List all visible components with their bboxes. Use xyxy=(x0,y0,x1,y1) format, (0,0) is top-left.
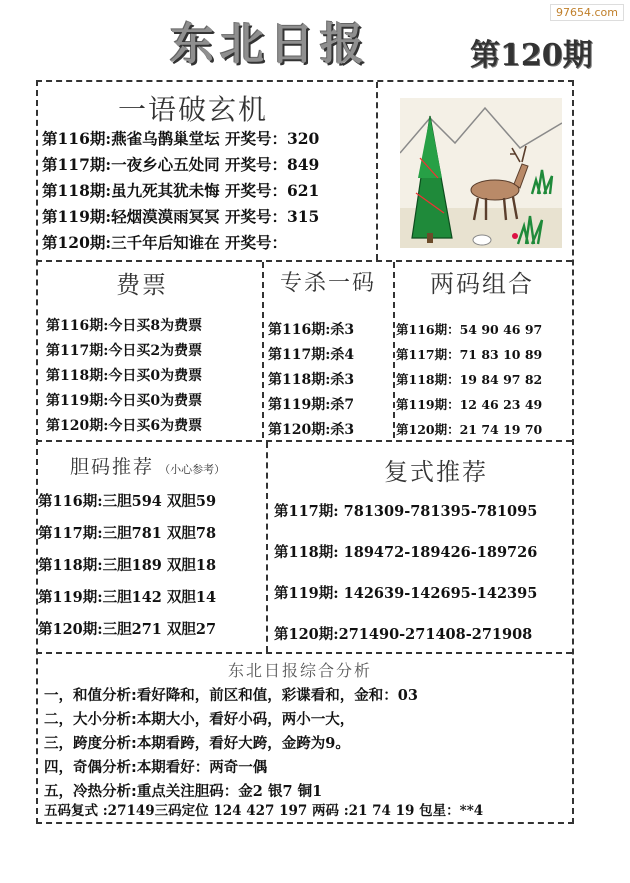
fushi-list xyxy=(274,500,537,664)
kill-row: 第120期:杀3 xyxy=(268,422,355,438)
analysis-tag: 三，跨度分析: xyxy=(44,736,137,752)
kill-row: 第116期:杀3 xyxy=(268,322,355,338)
dan-heading xyxy=(70,452,225,479)
riddle-row: 第118期:虽九死其犹未悔 开奖号：621 xyxy=(42,181,320,200)
combo-list xyxy=(396,317,542,442)
fei-row: 第118期:今日买0为费票 xyxy=(46,368,203,384)
fei-row: 第119期:今日买0为费票 xyxy=(46,393,203,409)
dan-row: 第117期:三胆781 双胆78 xyxy=(38,525,217,542)
dan-row: 第120期:三胆271 双胆27 xyxy=(38,621,217,638)
dan-note: （小心参考） xyxy=(159,463,226,476)
fushi-row: 第119期: 142639-142695-142395 xyxy=(274,585,538,602)
analysis-list xyxy=(44,684,418,804)
analysis-text: 重点关注胆码：金2 银7 铜1 xyxy=(136,783,323,800)
dan-list xyxy=(38,490,216,650)
combo-row: 第119期：12 46 23 49 xyxy=(396,397,543,412)
analysis-row xyxy=(44,756,418,780)
fei-list xyxy=(46,314,202,439)
analysis-text: 本期看跨，看好大跨，金跨为9。 xyxy=(136,735,350,752)
dan-row: 第119期:三胆142 双胆14 xyxy=(38,589,217,606)
divider-dan-fushi xyxy=(266,442,268,652)
riddle-row: 第120期:三千年后知谁在 开奖号： xyxy=(42,233,287,252)
dan-row: 第116期:三胆594 双胆59 xyxy=(38,493,217,510)
divider-col-2 xyxy=(393,262,395,438)
analysis-footer: 五码复式 :27149三码定位 124 427 197 两码 :21 74 19 包星：**4 xyxy=(44,803,484,819)
analysis-tag: 五，冷热分析: xyxy=(44,784,137,800)
divider-1 xyxy=(36,260,572,262)
riddle-title: 一语破玄机 xyxy=(118,93,269,126)
dan-title: 胆码推荐 xyxy=(70,456,155,478)
fei-row: 第116期:今日买8为费票 xyxy=(46,318,203,334)
fushi-row: 第120期:271490-271408-271908 xyxy=(274,626,533,643)
analysis-text: 本期看好：两奇一偶 xyxy=(136,759,268,776)
newspaper-title: 东北日报 xyxy=(170,19,370,70)
riddle-row: 第116期:燕雀乌鹊巢堂坛 开奖号：320 xyxy=(42,129,320,148)
site-watermark: 97654.com xyxy=(550,4,624,21)
issue-number: 第120期 xyxy=(470,38,593,73)
fushi-row: 第117期: 781309-781395-781095 xyxy=(274,503,538,520)
riddle-row: 第117期:一夜乡心五处同 开奖号：849 xyxy=(42,155,320,174)
analysis-text: 本期大小，看好小码，两小一大， xyxy=(136,711,355,728)
analysis-tag: 二，大小分析: xyxy=(44,712,137,728)
combo-row: 第117期：71 83 10 89 xyxy=(396,347,543,362)
kill-list xyxy=(268,318,354,443)
deer-tree-illustration xyxy=(400,98,562,248)
divider-col-1 xyxy=(262,262,264,438)
riddle-row: 第119期:轻烟漠漠雨冥冥 开奖号：315 xyxy=(42,207,320,226)
divider-3 xyxy=(36,652,572,654)
kill-title: 专杀一码 xyxy=(280,271,377,296)
analysis-row xyxy=(44,684,418,708)
divider-2 xyxy=(36,440,572,442)
fei-title: 费票 xyxy=(116,271,168,299)
analysis-title: 东北日报综合分析 xyxy=(228,661,373,680)
combo-row: 第120期：21 74 19 70 xyxy=(396,422,543,437)
fei-row: 第117期:今日买2为费票 xyxy=(46,343,203,359)
analysis-tag: 一，和值分析: xyxy=(44,688,137,704)
fei-row: 第120期:今日买6为费票 xyxy=(46,418,203,434)
analysis-tag: 四，奇偶分析: xyxy=(44,760,137,776)
combo-title: 两码组合 xyxy=(430,270,534,298)
divider-riddle-image xyxy=(376,82,378,260)
dan-row: 第118期:三胆189 双胆18 xyxy=(38,557,217,574)
fushi-row: 第118期: 189472-189426-189726 xyxy=(274,544,538,561)
riddle-list xyxy=(42,126,319,256)
fushi-title: 复式推荐 xyxy=(384,458,488,486)
combo-row: 第118期：19 84 97 82 xyxy=(396,372,543,387)
analysis-row xyxy=(44,732,418,756)
kill-row: 第117期:杀4 xyxy=(268,347,355,363)
kill-row: 第118期:杀3 xyxy=(268,372,355,388)
kill-row: 第119期:杀7 xyxy=(268,397,355,413)
analysis-row xyxy=(44,708,418,732)
analysis-text: 看好降和，前区和值，彩谍看和，金和：03 xyxy=(136,687,418,704)
combo-row: 第116期：54 90 46 97 xyxy=(396,322,543,337)
